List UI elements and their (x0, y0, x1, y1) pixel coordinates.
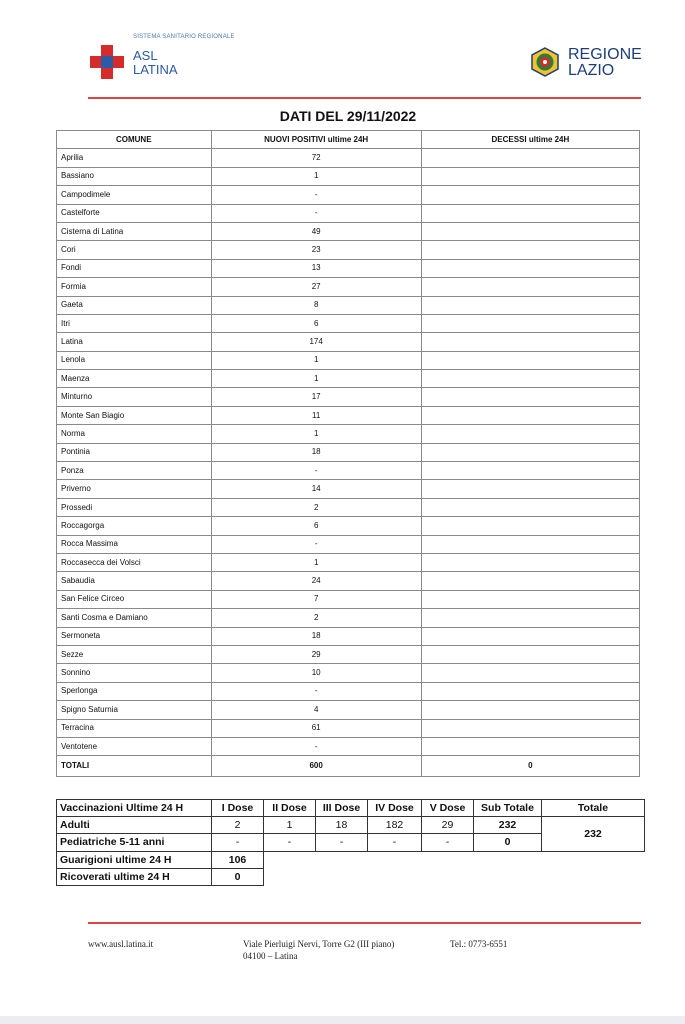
table-row (57, 553, 640, 571)
table-row (57, 296, 640, 314)
cell-positivi: 18 (211, 627, 421, 645)
table-row (57, 517, 640, 535)
cell-decessi (421, 553, 639, 571)
cell-decessi (421, 167, 639, 185)
vaccination-total: 232 (542, 817, 645, 851)
asl-latina-logo (90, 34, 250, 84)
ricoverati-row (57, 868, 645, 885)
table-row (57, 186, 640, 204)
footer-address-line2: 04100 – Latina (243, 951, 298, 961)
guarigioni-value: 106 (212, 851, 264, 868)
cell-comune: Bassiano (57, 167, 212, 185)
cell-positivi: 14 (211, 480, 421, 498)
cell-decessi (421, 627, 639, 645)
pediatriche-dose2: - (264, 834, 316, 851)
cell-decessi (421, 259, 639, 277)
cell-decessi (421, 572, 639, 590)
regione-lazio-logo (530, 44, 650, 84)
cell-comune: Pontinia (57, 443, 212, 461)
cell-comune: Sperlonga (57, 682, 212, 700)
cell-comune: Gaeta (57, 296, 212, 314)
cell-comune: Sabaudia (57, 572, 212, 590)
ricoverati-label: Ricoverati ultime 24 H (57, 868, 212, 885)
cell-comune: Roccasecca dei Volsci (57, 553, 212, 571)
guarigioni-label: Guarigioni ultime 24 H (57, 851, 212, 868)
asl-name: ASL (133, 48, 158, 63)
cell-decessi (421, 425, 639, 443)
cell-decessi (421, 351, 639, 369)
cell-positivi: 174 (211, 333, 421, 351)
cell-comune: Sermoneta (57, 627, 212, 645)
vacc-header-dose3: III Dose (316, 800, 368, 817)
cell-positivi: 2 (211, 498, 421, 516)
vacc-header-total: Totale (542, 800, 645, 817)
cell-positivi: - (211, 535, 421, 553)
table-row (57, 370, 640, 388)
cell-positivi: 2 (211, 609, 421, 627)
cell-decessi (421, 296, 639, 314)
cell-decessi (421, 480, 639, 498)
cell-decessi (421, 241, 639, 259)
header-decessi: DECESSI ultime 24H (421, 131, 639, 149)
table-row (57, 278, 640, 296)
vacc-header-dose1: I Dose (212, 800, 264, 817)
cell-decessi (421, 498, 639, 516)
cell-decessi (421, 462, 639, 480)
vacc-header-subtotal: Sub Totale (474, 800, 542, 817)
table-row (57, 682, 640, 700)
table-row (57, 627, 640, 645)
cell-positivi: 27 (211, 278, 421, 296)
cell-decessi (421, 609, 639, 627)
cell-positivi: 6 (211, 314, 421, 332)
vacc-header-dose2: II Dose (264, 800, 316, 817)
cell-positivi: 4 (211, 701, 421, 719)
cell-decessi (421, 314, 639, 332)
cell-decessi (421, 406, 639, 424)
adulti-subtotal: 232 (474, 817, 542, 834)
asl-city: LATINA (133, 62, 178, 77)
cell-positivi: 23 (211, 241, 421, 259)
cell-decessi (421, 222, 639, 240)
cell-comune: Sezze (57, 645, 212, 663)
totals-decessi: 0 (421, 756, 639, 777)
cell-comune: Formia (57, 278, 212, 296)
cell-positivi: 13 (211, 259, 421, 277)
footer-address-line1: Viale Pierluigi Nervi, Torre G2 (III piano) (243, 939, 395, 949)
cell-positivi: 11 (211, 406, 421, 424)
table-row (57, 314, 640, 332)
table-row (57, 204, 640, 222)
table-row (57, 590, 640, 608)
ricoverati-value: 0 (212, 868, 264, 885)
vacc-header-title: Vaccinazioni Ultime 24 H (57, 800, 212, 817)
table-row (57, 719, 640, 737)
table-row (57, 498, 640, 516)
cell-decessi (421, 186, 639, 204)
cell-comune: Lenola (57, 351, 212, 369)
cell-positivi: - (211, 737, 421, 755)
cell-decessi (421, 149, 639, 167)
cell-decessi (421, 370, 639, 388)
cell-comune: Minturno (57, 388, 212, 406)
footer-address (243, 938, 394, 962)
guarigioni-row (57, 851, 645, 868)
cell-positivi: 7 (211, 590, 421, 608)
table-row (57, 462, 640, 480)
cell-decessi (421, 645, 639, 663)
cell-comune: Ponza (57, 462, 212, 480)
cell-positivi: 72 (211, 149, 421, 167)
cell-decessi (421, 517, 639, 535)
pediatriche-dose3: - (316, 834, 368, 851)
adulti-dose4: 182 (368, 817, 422, 834)
positives-table (56, 130, 640, 777)
adulti-label: Adulti (57, 817, 212, 834)
cell-positivi: 17 (211, 388, 421, 406)
cell-comune: Norma (57, 425, 212, 443)
cell-positivi: 29 (211, 645, 421, 663)
table-row (57, 167, 640, 185)
health-cross-icon (90, 45, 124, 79)
table-row (57, 664, 640, 682)
cell-positivi: 1 (211, 425, 421, 443)
cell-comune: Priverno (57, 480, 212, 498)
cell-comune: Itri (57, 314, 212, 332)
cell-comune: Spigno Saturnia (57, 701, 212, 719)
cell-positivi: 61 (211, 719, 421, 737)
cell-positivi: - (211, 682, 421, 700)
cell-comune: Cisterna di Latina (57, 222, 212, 240)
cell-positivi: 10 (211, 664, 421, 682)
vacc-header-dose5: V Dose (422, 800, 474, 817)
cell-positivi: 18 (211, 443, 421, 461)
cell-comune: Terracina (57, 719, 212, 737)
cell-positivi: 8 (211, 296, 421, 314)
table-row (57, 480, 640, 498)
table-row (57, 406, 640, 424)
cell-positivi: 49 (211, 222, 421, 240)
cell-decessi (421, 204, 639, 222)
asl-system-label: SISTEMA SANITARIO REGIONALE (133, 34, 235, 40)
cell-positivi: 24 (211, 572, 421, 590)
cell-comune: Aprilia (57, 149, 212, 167)
cell-decessi (421, 333, 639, 351)
table-row (57, 241, 640, 259)
table-row (57, 425, 640, 443)
table-row (57, 149, 640, 167)
table-row (57, 645, 640, 663)
cell-decessi (421, 719, 639, 737)
table-row (57, 572, 640, 590)
vacc-header-dose4: IV Dose (368, 800, 422, 817)
pediatriche-label: Pediatriche 5-11 anni (57, 834, 212, 851)
pediatriche-subtotal: 0 (474, 834, 542, 851)
pediatriche-dose1: - (212, 834, 264, 851)
totals-positivi: 600 (211, 756, 421, 777)
cell-positivi: - (211, 186, 421, 204)
pediatriche-dose5: - (422, 834, 474, 851)
header-positivi: NUOVI POSITIVI ultime 24H (211, 131, 421, 149)
cell-positivi: 1 (211, 553, 421, 571)
cell-positivi: 1 (211, 351, 421, 369)
cell-comune: Rocca Massima (57, 535, 212, 553)
lazio-emblem-icon (530, 47, 560, 77)
table-row (57, 443, 640, 461)
table-row (57, 222, 640, 240)
cell-decessi (421, 443, 639, 461)
cell-comune: San Felice Circeo (57, 590, 212, 608)
cell-comune: Santi Cosma e Damiano (57, 609, 212, 627)
adulti-dose3: 18 (316, 817, 368, 834)
region-name: LAZIO (568, 62, 615, 79)
cell-comune: Latina (57, 333, 212, 351)
footer-website: www.ausl.latina.it (88, 939, 154, 949)
cell-decessi (421, 535, 639, 553)
cell-positivi: - (211, 204, 421, 222)
cell-positivi: - (211, 462, 421, 480)
cell-decessi (421, 388, 639, 406)
cell-comune: Sonnino (57, 664, 212, 682)
totals-row (57, 756, 640, 777)
table-row (57, 535, 640, 553)
table-row (57, 737, 640, 755)
table-row (57, 259, 640, 277)
cell-comune: Campodimele (57, 186, 212, 204)
cell-decessi (421, 701, 639, 719)
adulti-dose5: 29 (422, 817, 474, 834)
cell-comune: Ventotene (57, 737, 212, 755)
cell-comune: Fondi (57, 259, 212, 277)
cell-comune: Roccagorga (57, 517, 212, 535)
cell-comune: Prossedi (57, 498, 212, 516)
document-title: DATI DEL 29/11/2022 (279, 108, 417, 124)
table-header-row (57, 131, 640, 149)
table-row (57, 333, 640, 351)
adulti-dose1: 2 (212, 817, 264, 834)
cell-decessi (421, 664, 639, 682)
header-comune: COMUNE (57, 131, 212, 149)
bottom-band (0, 1016, 685, 1024)
vaccination-table (56, 799, 645, 886)
cell-decessi (421, 682, 639, 700)
cell-comune: Castelforte (57, 204, 212, 222)
pediatriche-dose4: - (368, 834, 422, 851)
cell-comune: Monte San Biagio (57, 406, 212, 424)
table-row (57, 701, 640, 719)
table-row (57, 351, 640, 369)
totals-label: TOTALI (57, 756, 212, 777)
cell-comune: Cori (57, 241, 212, 259)
cell-positivi: 6 (211, 517, 421, 535)
footer-phone: Tel.: 0773-6551 (450, 939, 508, 949)
adulti-dose2: 1 (264, 817, 316, 834)
vaccination-header-row (57, 800, 645, 817)
cell-positivi: 1 (211, 370, 421, 388)
region-label: REGIONE (568, 46, 642, 63)
cell-comune: Maenza (57, 370, 212, 388)
table-row (57, 609, 640, 627)
footer-divider (88, 922, 641, 924)
cell-decessi (421, 278, 639, 296)
cell-decessi (421, 590, 639, 608)
cell-decessi (421, 737, 639, 755)
cell-positivi: 1 (211, 167, 421, 185)
table-row (57, 388, 640, 406)
vacc-row-adulti (57, 817, 645, 834)
header-divider (88, 97, 641, 99)
